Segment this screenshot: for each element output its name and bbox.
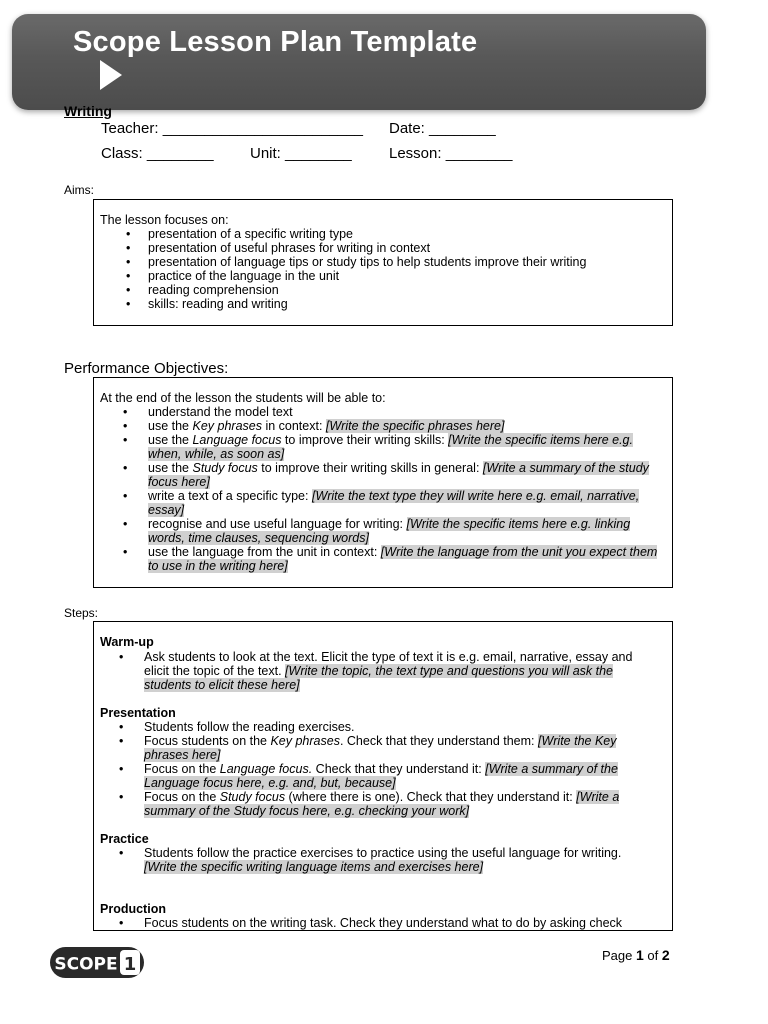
aims-item: • reading comprehension: [100, 283, 666, 297]
placeholder-highlight: [Write the specific phrases here]: [325, 419, 505, 433]
placeholder-highlight: [Write the specific items here e.g. when, while, as soon as]: [148, 433, 633, 461]
objectives-box: [93, 377, 673, 588]
objective-item: [100, 461, 664, 489]
item-text: Focus on the: [144, 790, 220, 804]
item-text: recognise and use useful language for writing:: [148, 517, 407, 531]
placeholder-highlight: [Write a summary of the Language focus here, e.g. and, but, because]: [144, 762, 618, 790]
objectives-intro: At the end of the lesson the students will be able to:: [100, 391, 386, 405]
unit-field: Unit: ________: [250, 145, 352, 162]
placeholder-highlight: [Write the Key phrases here]: [144, 734, 617, 762]
placeholder-highlight: [Write a summary of the study focus here]: [148, 461, 649, 489]
aims-item: • presentation of useful phrases for writing in context: [100, 241, 666, 255]
placeholder-highlight: [Write the language from the unit you expect them to use in the writing here]: [148, 545, 658, 573]
item-text: use the: [148, 419, 193, 433]
objective-item: [100, 405, 664, 419]
placeholder-highlight: [Write the text type they will write here e.g. email, narrative, essay]: [148, 489, 640, 517]
production-list: [96, 916, 662, 930]
item-text: in context:: [261, 419, 326, 433]
objective-item: [100, 517, 664, 545]
logo-text: SCOPE: [54, 954, 118, 975]
logo-number: 1: [123, 954, 137, 975]
objective-item: [100, 433, 664, 461]
placeholder-highlight: [Write a summary of the Study focus here, e.g. checking your work]: [144, 790, 620, 818]
page-current: 1: [635, 947, 644, 963]
item-text: Check that they understand it:: [312, 762, 486, 776]
item-text: Students follow the reading exercises.: [144, 720, 355, 734]
placeholder-highlight: [Write the topic, the text type and questions you will ask the students to elicit these here]: [144, 664, 613, 692]
item-emphasis: Key phrases: [270, 734, 340, 748]
page-word: Page: [602, 948, 636, 963]
aims-item: • skills: reading and writing: [100, 297, 666, 311]
item-emphasis: Key phrases: [192, 419, 262, 433]
item-text: Students follow the practice exercises to practice using the useful language for writing.: [144, 846, 622, 860]
practice-item: [96, 846, 642, 874]
item-emphasis: Language focus.: [219, 762, 313, 776]
presentation-item: [96, 734, 634, 762]
production-heading: Production: [100, 902, 166, 916]
page-title: Scope Lesson Plan Template: [73, 26, 478, 58]
page-of: of: [643, 948, 662, 963]
presentation-list: [96, 720, 634, 818]
placeholder-highlight: [Write the specific writing language items and exercises here]: [144, 860, 484, 874]
aims-item: • presentation of a specific writing type: [100, 227, 666, 241]
item-emphasis: Study focus: [192, 461, 258, 475]
item-text: to improve their writing skills:: [281, 433, 449, 447]
item-text: use the: [148, 433, 193, 447]
warmup-item: [96, 650, 648, 692]
objective-item: [100, 545, 664, 573]
lesson-field: Lesson: ________: [389, 145, 513, 162]
teacher-field: Teacher: ________________________: [101, 120, 363, 137]
aims-box: [93, 199, 673, 326]
objectives-label: Performance Objectives:: [64, 360, 229, 377]
subject-heading: Writing: [64, 103, 112, 119]
item-text: Focus students on the: [144, 734, 271, 748]
presentation-item: [96, 762, 634, 790]
aims-intro: The lesson focuses on:: [100, 213, 229, 227]
item-text: Focus students on the writing task. Check they understand what to do by asking check: [144, 916, 623, 930]
item-text: use the language from the unit in context:: [148, 545, 381, 559]
objectives-list: [100, 405, 664, 573]
date-field: Date: ________: [389, 120, 496, 137]
item-text: (where there is one). Check that they understand it:: [285, 790, 577, 804]
steps-label: Steps:: [64, 606, 99, 620]
presentation-item: [96, 720, 634, 734]
steps-box: [93, 621, 673, 931]
item-text: . Check that they understand them:: [339, 734, 538, 748]
practice-heading: Practice: [100, 832, 149, 846]
item-text: use the: [148, 461, 193, 475]
objective-item: [100, 489, 664, 517]
item-emphasis: Language focus: [192, 433, 282, 447]
item-text: to improve their writing skills in general:: [257, 461, 483, 475]
objective-item: [100, 419, 664, 433]
item-text: understand the model text: [148, 405, 293, 419]
aims-list: [100, 227, 666, 311]
item-emphasis: Study focus: [219, 790, 286, 804]
play-arrow-icon: [100, 60, 122, 90]
aims-label: Aims:: [64, 183, 94, 197]
warmup-list: [96, 650, 648, 692]
scope-logo: [50, 947, 144, 978]
aims-item: • presentation of language tips or study tips to help students improve their writing: [100, 255, 666, 269]
class-field: Class: ________: [101, 145, 214, 162]
practice-list: [96, 846, 642, 874]
page-number: [602, 947, 670, 963]
page-total: 2: [661, 947, 670, 963]
item-text: Focus on the: [144, 762, 220, 776]
warmup-heading: Warm-up: [100, 635, 154, 649]
item-text: write a text of a specific type:: [148, 489, 312, 503]
production-item: [96, 916, 662, 930]
presentation-item: [96, 790, 634, 818]
item-text: Ask students to look at the text. Elicit the type of text it is e.g. email, narrative, essay and elicit the topic of the text.: [144, 650, 633, 678]
presentation-heading: Presentation: [100, 706, 176, 720]
aims-item: • practice of the language in the unit: [100, 269, 666, 283]
placeholder-highlight: [Write the specific items here e.g. linking words, time clauses, sequencing words]: [148, 517, 631, 545]
